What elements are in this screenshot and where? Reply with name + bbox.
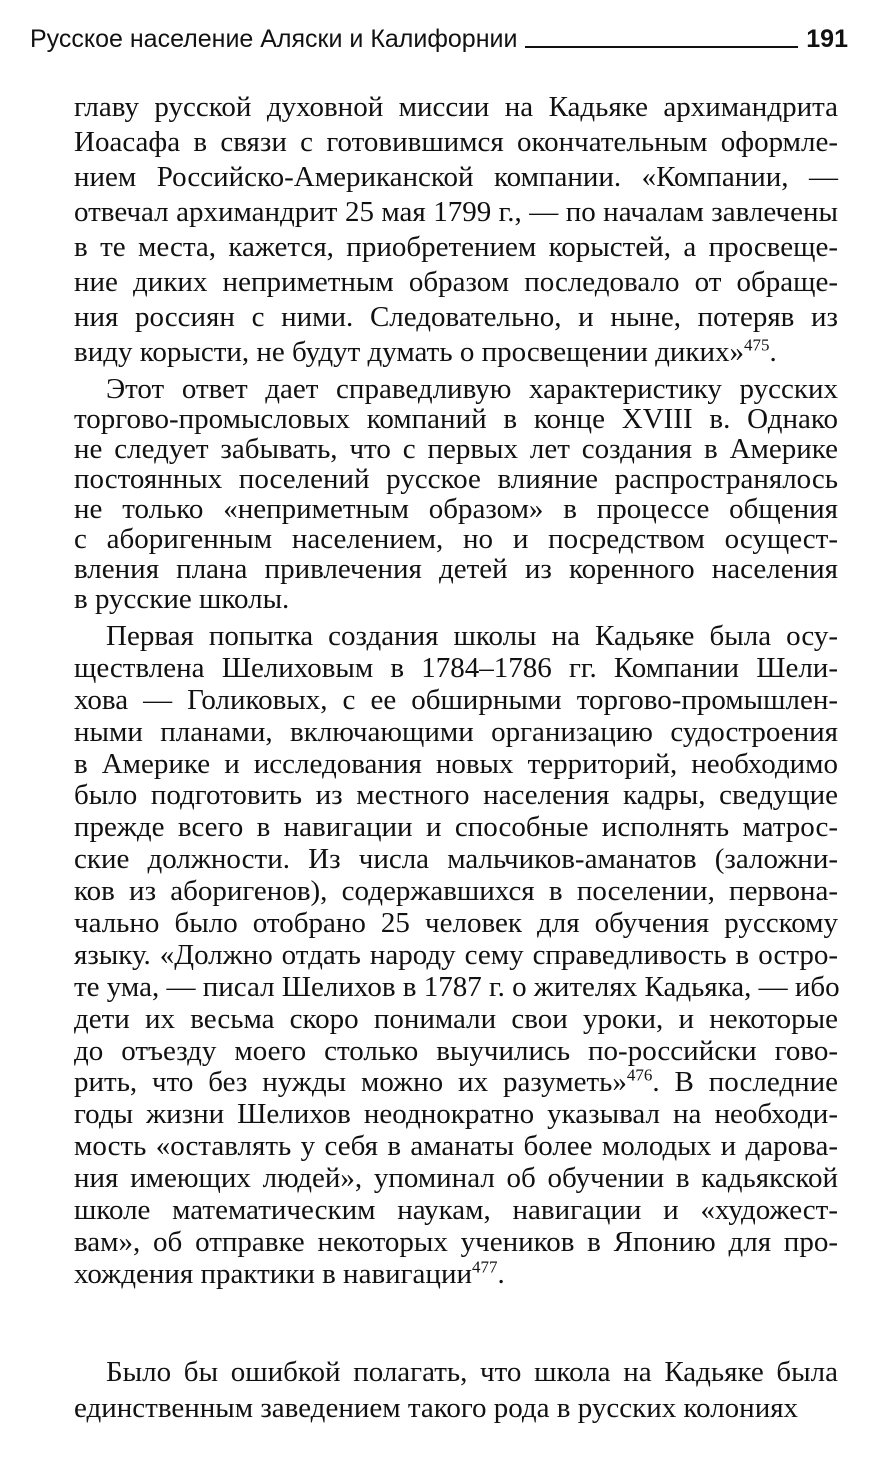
line-text: ния россиян с ними. Следовательно, и ныне, потеряв из [74, 301, 838, 333]
footnote-ref: 475 [743, 335, 770, 355]
paragraph-1 [74, 90, 838, 370]
text-line [74, 812, 838, 844]
text-line [74, 844, 838, 876]
line-text: дети их весьма скоро понимали свои уроки, и некоторые [74, 1002, 838, 1035]
text-line [74, 195, 838, 230]
line-text: виду корысти, не будут думать о просвещении диких» [74, 336, 744, 368]
line-text: торгово-промысловых компаний в конце XVIII в. Однако [74, 403, 838, 435]
text-line [74, 160, 838, 195]
text-line [74, 780, 838, 812]
text-line [74, 685, 838, 717]
line-text: главу русской духовной миссии на Кадьяке архимандрита [74, 91, 838, 123]
text-line [74, 749, 838, 781]
text-line [74, 524, 838, 554]
line-text: с аборигенным населением, но и посредством осущест- [74, 523, 838, 555]
line-text: прежде всего в навигации и способные исполнять матрос- [74, 811, 838, 844]
text-line [74, 434, 838, 464]
line-text: отвечал архимандрит 25 мая 1799 г., — по началам завлечены [74, 196, 838, 228]
text-line [74, 494, 838, 524]
text-line [74, 1163, 838, 1195]
text-line [74, 1004, 838, 1036]
line-text: ские должности. Из числа мальчиков-аманатов (заложни- [74, 843, 838, 876]
text-line [74, 621, 838, 653]
line-text: годы жизни Шелихов неоднократно указывал на необходи- [74, 1098, 838, 1131]
page-number: 191 [806, 25, 848, 53]
text-line [74, 584, 838, 614]
line-text: хождения практики в навигации [74, 1257, 472, 1290]
footnote-ref: 477 [472, 1257, 498, 1277]
line-text: не следует забывать, что с первых лет создания в Америке [74, 433, 838, 465]
line-text: постоянных поселений русское влияние распространялось [74, 463, 838, 495]
line-text: в русские школы. [74, 583, 290, 615]
text-line [74, 1131, 838, 1163]
text-line [74, 1036, 838, 1068]
text-line [74, 374, 838, 404]
running-title: Русское население Аляски и Калифорнии [30, 25, 518, 53]
text-line [74, 404, 838, 434]
line-text-cont: . В последние [652, 1066, 838, 1099]
text-line [74, 554, 838, 584]
text-line [74, 1195, 838, 1227]
line-text: чально было отобрано 25 человек для обучения русскому [74, 907, 838, 940]
line-text: ние диких неприметным образом последовало от обраще- [74, 266, 838, 298]
line-text: школе математическим наукам, навигации и «художест- [74, 1194, 838, 1227]
text-line [74, 1067, 838, 1099]
line-text: Этот ответ дает справедливую характеристику русских [106, 373, 838, 405]
text-line [74, 1099, 838, 1131]
text-line [74, 717, 838, 749]
line-text: вам», об отправке некоторых учеников в Японию для про- [74, 1225, 838, 1258]
footnote-ref: 476 [626, 1065, 653, 1085]
text-line [74, 125, 838, 160]
line-text: ществлена Шелиховым в 1784–1786 гг. Компании Шели- [74, 651, 838, 684]
text-line [74, 90, 838, 125]
line-text: мость «оставлять у себя в аманаты более молодых и дарова- [74, 1130, 838, 1163]
line-end: . [497, 1257, 505, 1290]
text-line [74, 876, 838, 908]
paragraph-3 [74, 621, 838, 1291]
text-line [74, 464, 838, 494]
text-line [74, 1227, 838, 1259]
line-end: . [769, 336, 777, 368]
text-line [74, 1259, 838, 1291]
text-line [74, 230, 838, 265]
text-line [74, 1390, 838, 1426]
line-text: не только «неприметным образом» в процессе общения [74, 493, 838, 525]
line-text: те ума, — писал Шелихов в 1787 г. о жителях Кадьяка, — ибо [74, 970, 840, 1003]
text-line [74, 908, 838, 940]
line-text: было подготовить из местного населения кадры, сведущие [74, 779, 838, 812]
running-header [30, 18, 848, 54]
line-text: до отъезду моего столько выучились по-российски гово- [74, 1034, 838, 1067]
header-rule [525, 46, 798, 48]
line-text: вления плана привлечения детей из коренного населения [74, 553, 838, 585]
line-text: Первая попытка создания школы на Кадьяке была осу- [106, 620, 838, 652]
text-line [74, 940, 838, 972]
line-text: ния имеющих людей», упоминал об обучении в кадьякской [74, 1162, 838, 1195]
line-text: в Америке и исследования новых территорий, необходимо [74, 747, 838, 780]
paragraph-4 [74, 1354, 838, 1426]
text-line [74, 653, 838, 685]
line-text: Было бы ошибкой полагать, что школа на Кадьяке была [106, 1356, 838, 1388]
line-text: языку. «Должно отдать народу сему справедливость в остро- [74, 938, 838, 971]
line-text: ков из аборигенов), содержавшихся в поселении, первона- [74, 875, 838, 908]
line-text: нием Российско-Американской компании. «Компании, — [74, 161, 838, 193]
line-text: ными планами, включающими организацию судостроения [74, 715, 838, 748]
text-line [74, 335, 838, 370]
text-line [74, 972, 838, 1004]
paragraph-2 [74, 374, 838, 614]
text-line [74, 300, 838, 335]
line-text: в те места, кажется, приобретением корыстей, а просвеще- [74, 231, 838, 263]
text-line [74, 1354, 838, 1390]
text-line [74, 265, 838, 300]
line-text: единственным заведением такого рода в русских колониях [74, 1392, 799, 1424]
line-text: Иоасафа в связи с готовившимся окончательным оформле- [74, 126, 838, 158]
line-text: рить, что без нужды можно их разуметь» [74, 1066, 627, 1099]
line-text: хова — Голиковых, с ее обширными торгово-промышлен- [74, 683, 838, 716]
